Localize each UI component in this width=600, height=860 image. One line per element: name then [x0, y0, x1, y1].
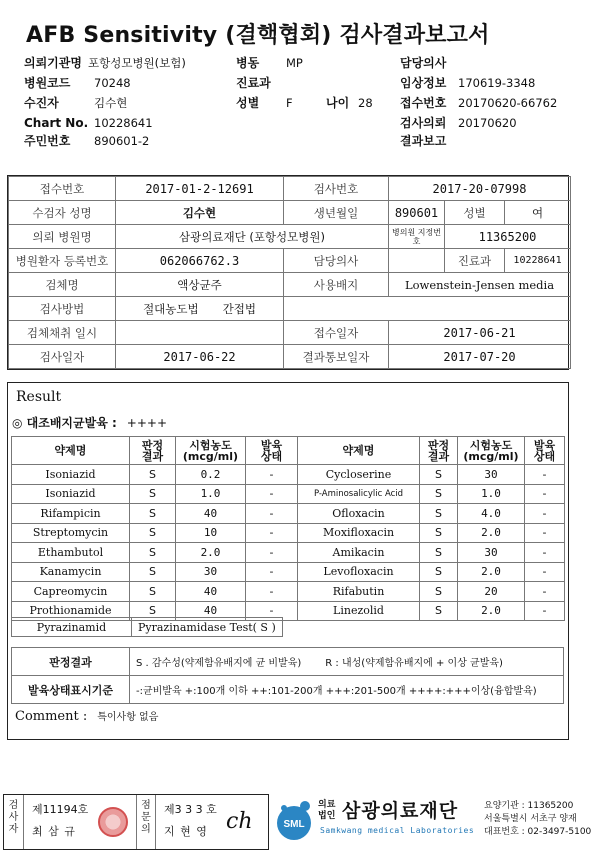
col-drug-left: 약제명	[12, 437, 130, 465]
col-conc-right: 시험농도 (mcg/ml)	[458, 437, 525, 465]
drug-name-left: Streptomycin	[12, 523, 130, 543]
judge-result-left: S	[130, 504, 176, 524]
control-growth	[12, 414, 167, 431]
growth-status-right: -	[525, 543, 565, 563]
doctor-cell-value	[389, 249, 445, 273]
growth-status-left: -	[246, 562, 298, 582]
doctor-label: 담당의사	[400, 56, 447, 70]
sex-value: F	[286, 96, 293, 110]
growth-status-left: -	[246, 582, 298, 602]
judge-result-right: S	[420, 601, 458, 621]
org-prefix: 의료 법인	[318, 800, 336, 821]
drug-name-left: Ethambutol	[12, 543, 130, 563]
report-title: AFB Sensitivity (결핵협회) 검사결과보고서	[26, 23, 490, 48]
drug-name-right: Ofloxacin	[298, 504, 420, 524]
method-b: 간접법	[222, 301, 256, 316]
reception-no-value: 2017-01-2-12691	[116, 177, 284, 201]
drug-name-left: Isoniazid	[12, 484, 130, 504]
sex-cell-value: 여	[505, 201, 571, 225]
dob-label: 생년월일	[284, 201, 389, 225]
growth-status-right: -	[525, 601, 565, 621]
judge-result-left: S	[130, 601, 176, 621]
drug-row	[12, 543, 565, 563]
patient-value: 김수현	[94, 96, 128, 110]
result-title: Result	[16, 389, 62, 405]
org-code: 요양기관 : 11365200	[484, 801, 574, 811]
drug-row	[12, 484, 565, 504]
test-concentration-left: 1.0	[176, 484, 246, 504]
drug-name-right: Cycloserine	[298, 465, 420, 485]
growth-status-left: -	[246, 504, 298, 524]
drug-table-header	[12, 437, 565, 465]
judge-result-right: S	[420, 582, 458, 602]
judgement-row	[12, 648, 564, 676]
pyrazinamide-name: Pyrazinamid	[12, 618, 132, 637]
notify-date-label: 결과통보일자	[284, 345, 389, 369]
pyrazinamide-row	[12, 618, 283, 637]
info-row	[9, 345, 571, 369]
growth-status-left: -	[246, 523, 298, 543]
drug-sensitivity-table	[11, 436, 565, 621]
col-drug-right: 약제명	[298, 437, 420, 465]
drug-name-right: Rifabutin	[298, 582, 420, 602]
drug-name-right: Amikacin	[298, 543, 420, 563]
info-row	[9, 177, 571, 201]
age-value: 28	[358, 96, 373, 110]
drug-row	[12, 465, 565, 485]
growth-status-right: -	[525, 484, 565, 504]
judgement-r: R : 내성(약제함유배지에 + 이상 균발육)	[325, 658, 503, 669]
growth-status-right: -	[525, 582, 565, 602]
hospital-code-label: 병원코드	[24, 76, 71, 90]
accession-value: 20170620-66762	[458, 96, 558, 110]
test-concentration-left: 10	[176, 523, 246, 543]
growth-standard-label: 발육상태표시기준	[12, 676, 130, 704]
drug-row	[12, 582, 565, 602]
request-date-value: 20170620	[458, 116, 517, 130]
medium-value: Lowenstein-Jensen media	[389, 273, 571, 297]
inspector-seal-icon	[98, 807, 128, 837]
test-no-value: 2017-20-07998	[389, 177, 571, 201]
reception-no-label: 접수번호	[9, 177, 116, 201]
col-growth-right: 발육 상태	[525, 437, 565, 465]
col-judge-right: 판정 결과	[420, 437, 458, 465]
org-phone: 대표번호 : 02-3497-5100	[484, 827, 592, 837]
test-concentration-left: 40	[176, 504, 246, 524]
specimen-label: 검체명	[9, 273, 116, 297]
test-concentration-right: 30	[458, 543, 525, 563]
growth-status-left: -	[246, 601, 298, 621]
growth-status-right: -	[525, 504, 565, 524]
test-concentration-right: 2.0	[458, 562, 525, 582]
drug-name-left: Prothionamide	[12, 601, 130, 621]
hospital-label: 의뢰 병원명	[9, 225, 116, 249]
doctor-cell-label: 담당의사	[284, 249, 389, 273]
name-label: 수검자 성명	[9, 201, 116, 225]
pyrazinamide-table	[11, 617, 283, 637]
growth-standard-value: -:균비발육 +:100개 이하 ++:101-200개 +++:201-500개 ++++:+++이상(융합발육)	[130, 676, 564, 704]
specimen-info-table	[8, 176, 571, 369]
org-address: 서울특별시 서초구 양재	[484, 814, 577, 824]
control-growth-label: ◎ 대조배지균발육 :	[12, 416, 117, 430]
dept-cell-value: 10228641	[505, 249, 571, 273]
method-a: 절대농도법	[143, 301, 199, 316]
drug-name-right: Levofloxacin	[298, 562, 420, 582]
reviewer-label: 점 문 의	[136, 795, 156, 849]
hospital-code-cell-value: 11365200	[445, 225, 571, 249]
inspector-label: 검 사 자	[4, 795, 24, 849]
growth-status-left: -	[246, 543, 298, 563]
info-row	[9, 249, 571, 273]
test-concentration-right: 30	[458, 465, 525, 485]
info-row	[9, 321, 571, 345]
clinical-info-label: 임상정보	[400, 76, 447, 90]
org-name: 삼광의료재단	[342, 800, 459, 822]
chart-no-label: Chart No.	[24, 116, 89, 130]
sex-cell-label: 성별	[445, 201, 505, 225]
clinical-info-value: 170619-3348	[458, 76, 536, 90]
col-judge-left: 판정 결과	[130, 437, 176, 465]
sex-label: 성별	[236, 96, 260, 110]
hospital-code-cell-label: 병의원 지정번호	[389, 225, 445, 249]
specimen-value: 액상균주	[116, 273, 284, 297]
chart-no-value: 10228641	[94, 116, 153, 130]
judge-result-right: S	[420, 465, 458, 485]
test-concentration-right: 1.0	[458, 484, 525, 504]
test-concentration-left: 40	[176, 582, 246, 602]
method-empty	[284, 297, 571, 321]
test-concentration-left: 40	[176, 601, 246, 621]
signature-box	[3, 794, 269, 850]
judge-result-left: S	[130, 523, 176, 543]
recv-date-label: 접수일자	[284, 321, 389, 345]
judge-result-left: S	[130, 582, 176, 602]
hospital-code-value: 70248	[94, 76, 131, 90]
info-row	[9, 225, 571, 249]
test-concentration-right: 2.0	[458, 523, 525, 543]
col-conc-left: 시험농도 (mcg/ml)	[176, 437, 246, 465]
judge-result-right: S	[420, 504, 458, 524]
test-date-label: 검사일자	[9, 345, 116, 369]
test-concentration-right: 4.0	[458, 504, 525, 524]
test-no-label: 검사번호	[284, 177, 389, 201]
method-label: 검사방법	[9, 297, 116, 321]
collect-date-label: 검체채취 일시	[9, 321, 116, 345]
growth-standard-row	[12, 676, 564, 704]
hospital-name-label: 의뢰기관명	[24, 56, 82, 70]
info-row	[9, 273, 571, 297]
patient-reg-label: 병원환자 등록번호	[9, 249, 116, 273]
test-date-value: 2017-06-22	[116, 345, 284, 369]
sml-logo-icon	[274, 798, 314, 842]
hospital-value: 삼광의료재단 (포항성모병원)	[116, 225, 389, 249]
drug-row	[12, 523, 565, 543]
judge-result-right: S	[420, 543, 458, 563]
growth-status-left: -	[246, 484, 298, 504]
method-value	[116, 297, 284, 321]
patient-label: 수진자	[24, 96, 59, 110]
test-concentration-right: 2.0	[458, 601, 525, 621]
test-concentration-left: 0.2	[176, 465, 246, 485]
ward-value: MP	[286, 56, 303, 70]
growth-status-right: -	[525, 562, 565, 582]
name-value: 김수현	[116, 201, 284, 225]
drug-name-left: Capreomycin	[12, 582, 130, 602]
growth-status-right: -	[525, 465, 565, 485]
inspector-license: 제11194호	[32, 803, 89, 816]
drug-name-right: Moxifloxacin	[298, 523, 420, 543]
judge-result-right: S	[420, 562, 458, 582]
dob-value: 890601	[389, 201, 445, 225]
growth-status-right: -	[525, 523, 565, 543]
org-contact	[484, 800, 591, 839]
ward-label: 병동	[236, 56, 260, 70]
logo-text: SML	[283, 819, 305, 830]
drug-row	[12, 562, 565, 582]
collect-date-value	[116, 321, 284, 345]
judge-result-left: S	[130, 562, 176, 582]
judge-result-right: S	[420, 523, 458, 543]
judgement-label: 판정결과	[12, 648, 130, 676]
reviewer-license: 제3 3 3 호	[164, 803, 217, 816]
test-concentration-right: 20	[458, 582, 525, 602]
specimen-info-box	[7, 175, 569, 370]
drug-name-right: Linezolid	[298, 601, 420, 621]
hospital-name-value: 포항성모병원(보험)	[88, 56, 186, 70]
comment	[15, 708, 158, 724]
info-row	[9, 297, 571, 321]
judge-result-left: S	[130, 465, 176, 485]
test-concentration-left: 30	[176, 562, 246, 582]
growth-status-left: -	[246, 465, 298, 485]
judgement-s: S . 감수성(약제함유배지에 균 비발육)	[136, 658, 302, 669]
org-english-name: Samkwang medical Laboratories	[320, 826, 475, 835]
inspector-name: 최 삼 규	[32, 825, 76, 838]
recv-date-value: 2017-06-21	[389, 321, 571, 345]
patient-reg-value: 062066762.3	[116, 249, 284, 273]
comment-value: 특이사항 없음	[97, 712, 159, 723]
comment-label: Comment :	[15, 709, 88, 724]
notify-date-value: 2017-07-20	[389, 345, 571, 369]
drug-name-left: Rifampicin	[12, 504, 130, 524]
reviewer-name: 지 현 영	[164, 825, 208, 838]
judge-result-right: S	[420, 484, 458, 504]
pyrazinamidase-result: Pyrazinamidase Test( S )	[132, 618, 283, 637]
dept-cell-label: 진료과	[445, 249, 505, 273]
drug-name-right: P-Aminosalicylic Acid	[298, 484, 420, 504]
report-date-label: 결과보고	[400, 134, 447, 148]
age-label: 나이	[326, 96, 350, 110]
reviewer-signature: ch	[226, 809, 253, 834]
drug-name-left: Isoniazid	[12, 465, 130, 485]
department-label: 진료과	[236, 76, 271, 90]
test-concentration-left: 2.0	[176, 543, 246, 563]
control-growth-value: ++++	[126, 416, 167, 430]
judgement-value	[130, 648, 564, 676]
medium-label: 사용배지	[284, 273, 389, 297]
drug-name-left: Kanamycin	[12, 562, 130, 582]
resident-no-value: 890601-2	[94, 134, 150, 148]
resident-no-label: 주민번호	[24, 134, 71, 148]
interpretation-table	[11, 647, 564, 704]
request-date-label: 검사의뢰	[400, 116, 447, 130]
info-row	[9, 201, 571, 225]
col-growth-left: 발육 상태	[246, 437, 298, 465]
drug-row	[12, 504, 565, 524]
judge-result-left: S	[130, 543, 176, 563]
accession-label: 접수번호	[400, 96, 447, 110]
judge-result-left: S	[130, 484, 176, 504]
